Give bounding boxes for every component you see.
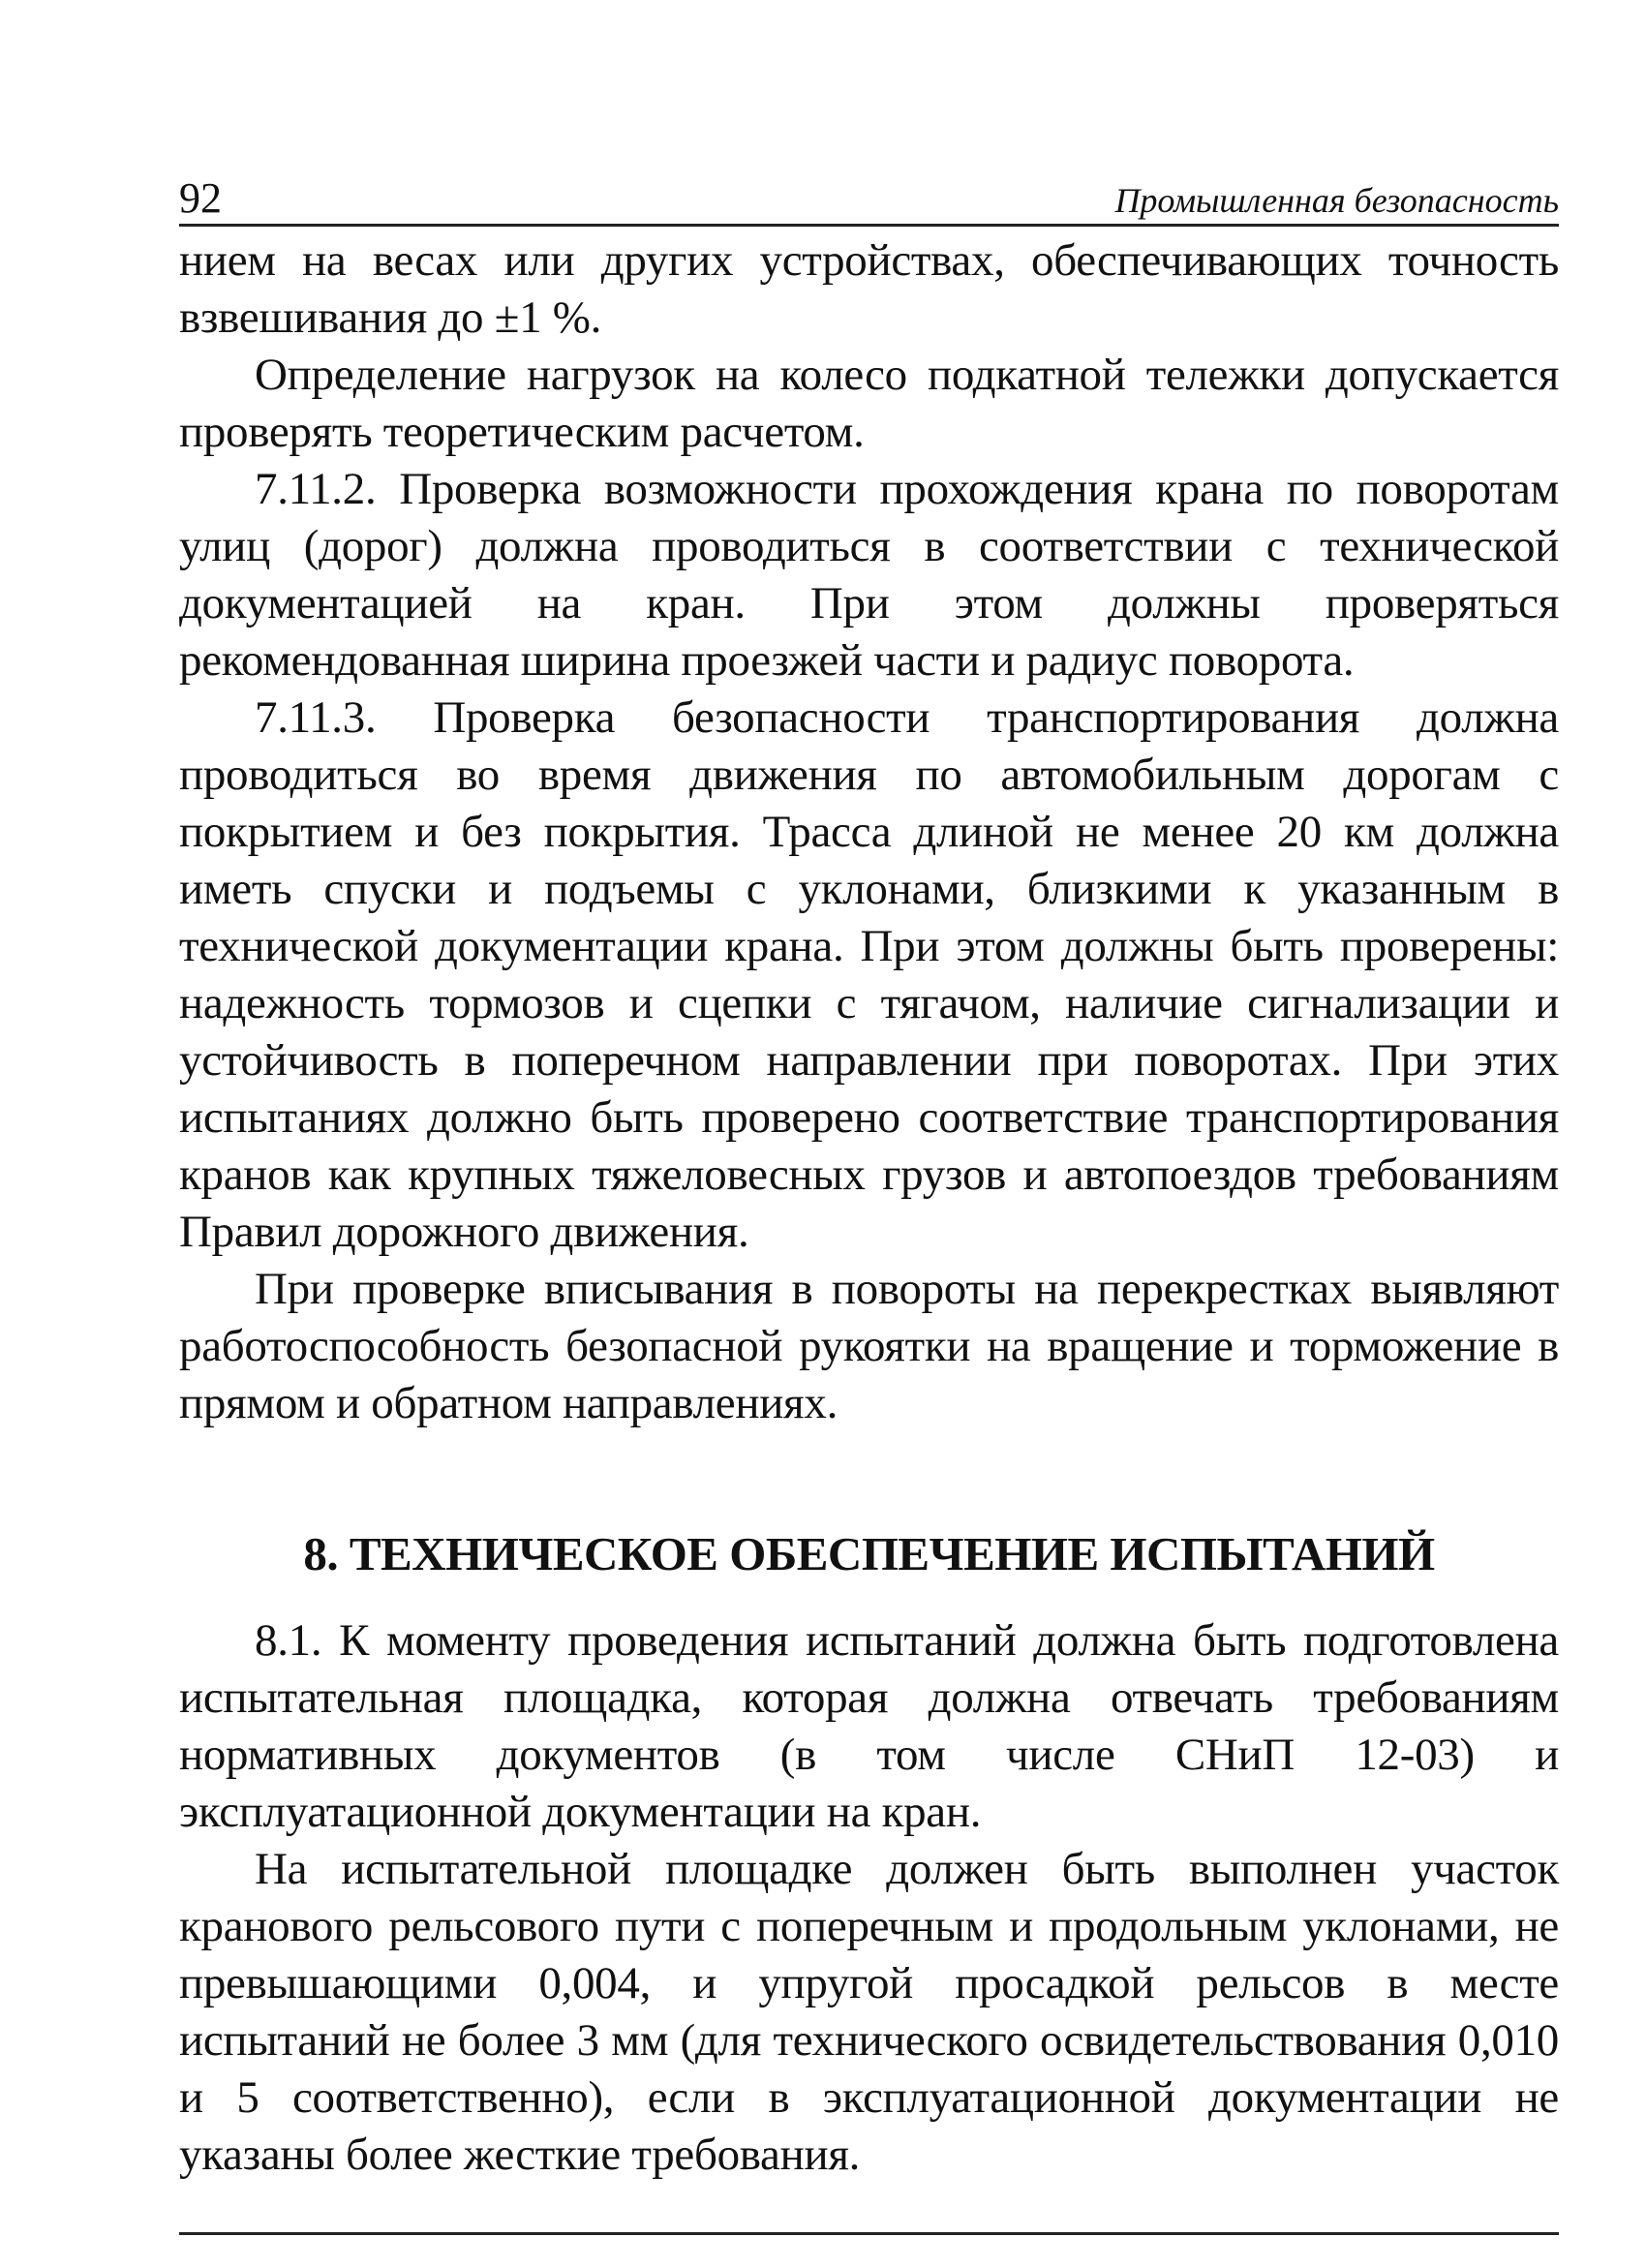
body-text xyxy=(179,232,1559,2184)
paragraph-8-1: 8.1. К моменту проведения испытаний должна быть подготовлена испытательная площадка, которая должна отвечать требованиям нормативных документов (в том числе СНиП 12-03) и эксплуатационной документации на кран. xyxy=(179,1615,1559,1837)
document-page xyxy=(179,169,1559,2235)
running-title: Промышленная безопасность xyxy=(1114,181,1559,220)
paragraph-turn-check: При проверке вписывания в повороты на перекрестках выявляют работоспособность безопасной рукоятки на вращение и торможение в прямом и обратном направлениях. xyxy=(179,1264,1559,1428)
paragraph-load-determination: Определение нагрузок на колесо подкатной тележки допускается проверять теоретическим расчетом. xyxy=(179,350,1559,457)
bottom-rule xyxy=(179,2232,1559,2235)
running-header xyxy=(179,169,1559,227)
paragraph-continuation: нием на весах или других устройствах, обеспечивающих точность взвешивания до ±1 %. xyxy=(179,235,1559,343)
paragraph-7-11-2: 7.11.2. Проверка возможности прохождения крана по поворотам улиц (дорог) должна проводиться в соответствии с технической документацией на кран. При этом должны проверяться рекомендованная ширина проезжей части и радиус поворота. xyxy=(179,464,1559,686)
paragraph-7-11-3: 7.11.3. Проверка безопасности транспортирования должна проводиться во время движения по автомобильным дорогам с покрытием и без покрытия. Трасса длиной не менее 20 км должна иметь спуски и подъемы с уклонами, близкими к указанным в технической документации крана. При этом должны быть проверены: надежность тормозов и сцепки с тягачом, наличие сигнализации и устойчивость в поперечном направлении при поворотах. При этих испытаниях должно быть проверено соответствие транспортирования кранов как крупных тяжеловесных грузов и автопоездов требованиям Правил дорожного движения. xyxy=(179,692,1559,1257)
paragraph-test-site: На испытательной площадке должен быть выполнен участок кранового рельсового пути с поперечным и продольным уклонами, не превышающими 0,004, и упругой просадкой рельсов в месте испытаний не более 3 мм (для технического освидетельствования 0,010 и 5 соответственно), если в эксплуатационной документации не указаны более жесткие требования. xyxy=(179,1844,1559,2180)
section-heading: 8. ТЕХНИЧЕСКОЕ ОБЕСПЕЧЕНИЕ ИСПЫТАНИЙ xyxy=(303,1527,1435,1580)
page-number: 92 xyxy=(179,174,222,222)
